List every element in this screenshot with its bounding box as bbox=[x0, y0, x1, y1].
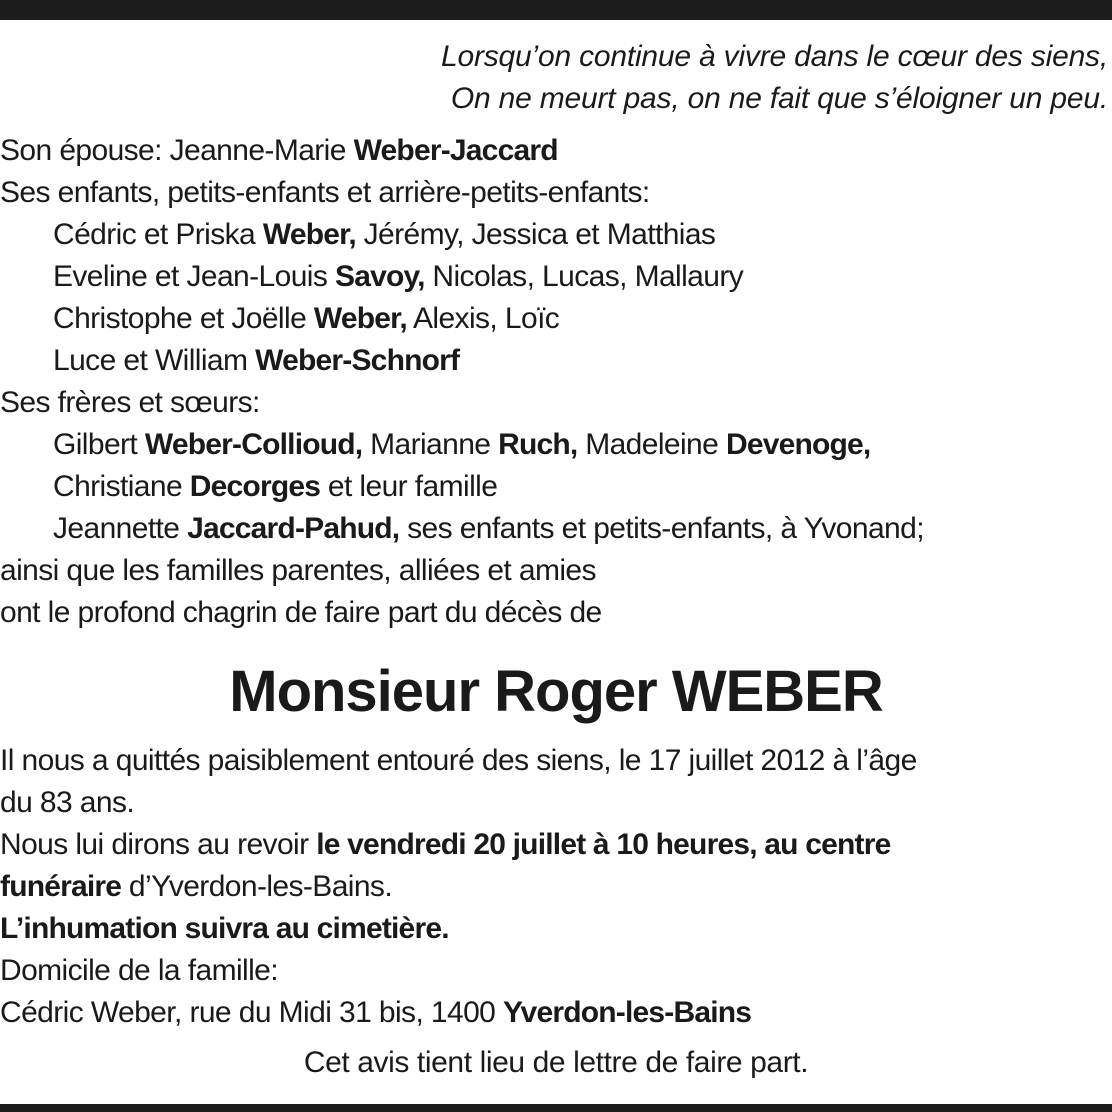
closing-line-1: ainsi que les familles parentes, alliées et amies bbox=[0, 554, 596, 587]
child-names: Christophe et Joëlle bbox=[53, 302, 314, 335]
epigraph bbox=[0, 36, 1112, 120]
grandchildren-names: Nicolas, Lucas, Mallaury bbox=[424, 260, 744, 293]
child-surname: Weber, bbox=[313, 302, 407, 335]
spouse-prefix: Son épouse: Jeanne-Marie bbox=[0, 134, 354, 167]
farewell-prefix: Nous lui dirons au revoir bbox=[0, 828, 317, 861]
farewell-datetime: le vendredi 20 juillet à 10 heures, au centre bbox=[316, 828, 891, 861]
child-line bbox=[0, 256, 1112, 298]
sibling-surname: Devenoge, bbox=[725, 428, 871, 461]
farewell-line-1 bbox=[0, 824, 1112, 866]
sibling-line bbox=[0, 424, 1112, 466]
spouse-line bbox=[0, 130, 1112, 172]
passing-line-1: Il nous a quittés paisiblement entouré des siens, le 17 juillet 2012 à l’âge bbox=[0, 744, 917, 777]
sibling-first-name: Jeannette bbox=[53, 512, 188, 545]
sibling-first-name: Madeleine bbox=[577, 428, 726, 461]
epigraph-line-1: Lorsqu’on continue à vivre dans le cœur des siens, bbox=[440, 40, 1108, 73]
address-city: Yverdon-les-Bains bbox=[503, 996, 752, 1029]
footer-note: Cet avis tient lieu de lettre de faire part. bbox=[303, 1046, 809, 1079]
burial-line bbox=[0, 908, 1112, 950]
sibling-line bbox=[0, 508, 1112, 550]
sibling-first-name: Marianne bbox=[362, 428, 499, 461]
child-line bbox=[0, 298, 1112, 340]
child-surname: Weber, bbox=[262, 218, 356, 251]
farewell-line-2 bbox=[0, 866, 1112, 908]
burial-text: L’inhumation suivra au cimetière. bbox=[0, 912, 449, 945]
epigraph-line-2: On ne meurt pas, on ne fait que s’éloigner un peu. bbox=[450, 82, 1108, 115]
sibling-surname: Jaccard-Pahud, bbox=[187, 512, 400, 545]
family-list bbox=[0, 130, 1112, 634]
child-line bbox=[0, 340, 1112, 382]
child-surname: Savoy, bbox=[334, 260, 425, 293]
closing-line-2: ont le profond chagrin de faire part du décès de bbox=[0, 596, 602, 629]
sibling-surname: Ruch, bbox=[498, 428, 578, 461]
children-heading: Ses enfants, petits-enfants et arrière-petits-enfants: bbox=[0, 176, 650, 209]
deceased-name: Monsieur Roger WEBER bbox=[229, 659, 883, 724]
child-names: Eveline et Jean-Louis bbox=[53, 260, 335, 293]
top-rule bbox=[0, 0, 1112, 20]
grandchildren-names: Alexis, Loïc bbox=[406, 302, 560, 335]
sibling-note: ses enfants et petits-enfants, à Yvonand; bbox=[399, 512, 924, 545]
child-line bbox=[0, 214, 1112, 256]
bottom-rule bbox=[0, 1104, 1112, 1112]
details bbox=[0, 740, 1112, 1034]
farewell-place: d’Yverdon-les-Bains. bbox=[121, 870, 393, 903]
address-street: Cédric Weber, rue du Midi 31 bis, 1400 bbox=[0, 996, 503, 1029]
sibling-surname: Decorges bbox=[189, 470, 321, 503]
siblings-heading: Ses frères et sœurs: bbox=[0, 386, 260, 419]
child-surname: Weber-Schnorf bbox=[255, 344, 460, 377]
obituary-notice bbox=[0, 36, 1112, 1084]
sibling-note: et leur famille bbox=[320, 470, 498, 503]
spouse-name: Weber-Jaccard bbox=[353, 134, 558, 167]
sibling-first-name: Gilbert bbox=[53, 428, 145, 461]
sibling-line bbox=[0, 466, 1112, 508]
farewell-venue: funéraire bbox=[0, 870, 122, 903]
sibling-first-name: Christiane bbox=[53, 470, 190, 503]
passing-line-2: du 83 ans. bbox=[0, 786, 135, 819]
sibling-surname: Weber-Collioud, bbox=[144, 428, 363, 461]
domicile-heading: Domicile de la famille: bbox=[0, 954, 278, 987]
child-names: Cédric et Priska bbox=[53, 218, 263, 251]
address-line bbox=[0, 992, 1112, 1034]
grandchildren-names: Jérémy, Jessica et Matthias bbox=[355, 218, 716, 251]
child-names: Luce et William bbox=[53, 344, 256, 377]
